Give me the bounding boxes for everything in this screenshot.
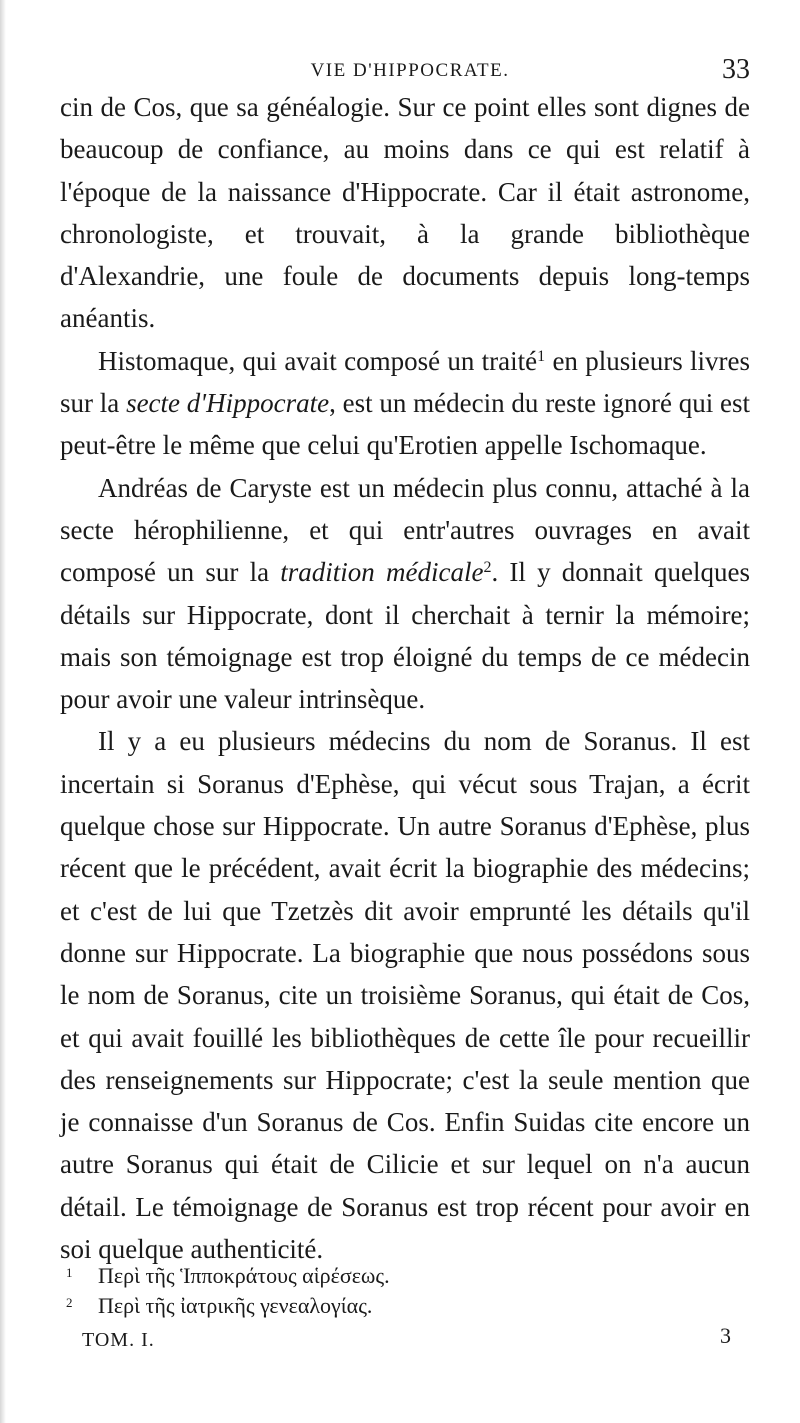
- paragraph-3: [60, 467, 750, 721]
- footnote-1: 1 Περὶ τῆς Ἱπποκράτους αἱρέσεως.: [66, 1263, 390, 1288]
- paragraph-3-text-a: Andréas de Caryste est un médecin plus connu, attaché à la secte hérophilienne, et qui entr'autres ouvrages en avait composé un sur la: [60, 472, 750, 588]
- footnotes: [60, 1261, 750, 1353]
- footnote-text-2: Περὶ τῆς ἰατρικῆς γενεαλογίας.: [98, 1293, 373, 1318]
- scan-shadow: [0, 0, 6, 1423]
- italic-title-tradition: tradition médicale: [280, 557, 484, 588]
- signature-number: 3: [720, 1323, 732, 1348]
- paragraph-1: cin de Cos, que sa généalogie. Sur ce point elles sont dignes de beaucoup de confiance, au moins dans ce qui est relatif à l'époque de la naissance d'Hippocrate. Car il était astronome, chronologiste, et trouvait, à la grande bibliothèque d'Alexandrie, une foule de documents depuis long-temps anéantis.: [60, 92, 750, 334]
- body-text: [60, 86, 750, 1270]
- paragraph-2-text-c: , est un médecin du reste ignoré qui est peut-être le même que celui qu'Erotien appelle Ischomaque.: [60, 388, 750, 461]
- footnote-ref-1[interactable]: 1: [537, 347, 546, 365]
- paragraph-2-text-a: Histomaque, qui avait composé un traité: [98, 345, 538, 376]
- running-head: VIE D'HIPPOCRATE.: [310, 60, 510, 81]
- paragraph-2-text-b: en plusieurs livres sur la: [60, 345, 750, 419]
- footnote-2: 2 Περὶ τῆς ἰατρικῆς γενεαλογίας.: [66, 1293, 373, 1318]
- italic-title-secte: secte d'Hippocrate: [126, 388, 330, 419]
- signature-label: TOM. I.: [82, 1329, 155, 1351]
- footnote-text-1: Περὶ τῆς Ἱπποκράτους αἱρέσεως.: [98, 1263, 390, 1288]
- footnote-ref-2[interactable]: 2: [483, 559, 492, 577]
- paragraph-3-text-b: . Il y donnait quelques détails sur Hippocrate, dont il cherchait à ternir la mémoire; mais son témoignage est trop éloigné du temps de ce médecin pour avoir une valeur intrinsèque.: [60, 557, 750, 715]
- paragraph-4: Il y a eu plusieurs médecins du nom de Soranus. Il est incertain si Soranus d'Ephèse, qui vécut sous Trajan, a écrit quelque chose sur Hippocrate. Un autre Soranus d'Ephèse, plus récent que le précédent, avait écrit la biographie des médecins; et c'est de lui que Tzetzès dit avoir emprunté les détails qu'il donne sur Hippocrate. La biographie que nous possédons sous le nom de Soranus, cite un troisième Soranus, qui était de Cos, et qui avait fouillé les bibliothèques de cette île pour recueillir des renseignements sur Hippocrate; c'est la seule mention que je connaisse d'un Soranus de Cos. Enfin Suidas cite encore un autre Soranus qui était de Cilicie et sur lequel on n'a aucun détail. Le témoignage de Soranus est trop récent pour avoir en soi quelque authenticité.: [60, 726, 750, 1265]
- page-number: 33: [722, 54, 750, 85]
- paragraph-2: [60, 340, 750, 467]
- signature-line: [60, 1321, 750, 1353]
